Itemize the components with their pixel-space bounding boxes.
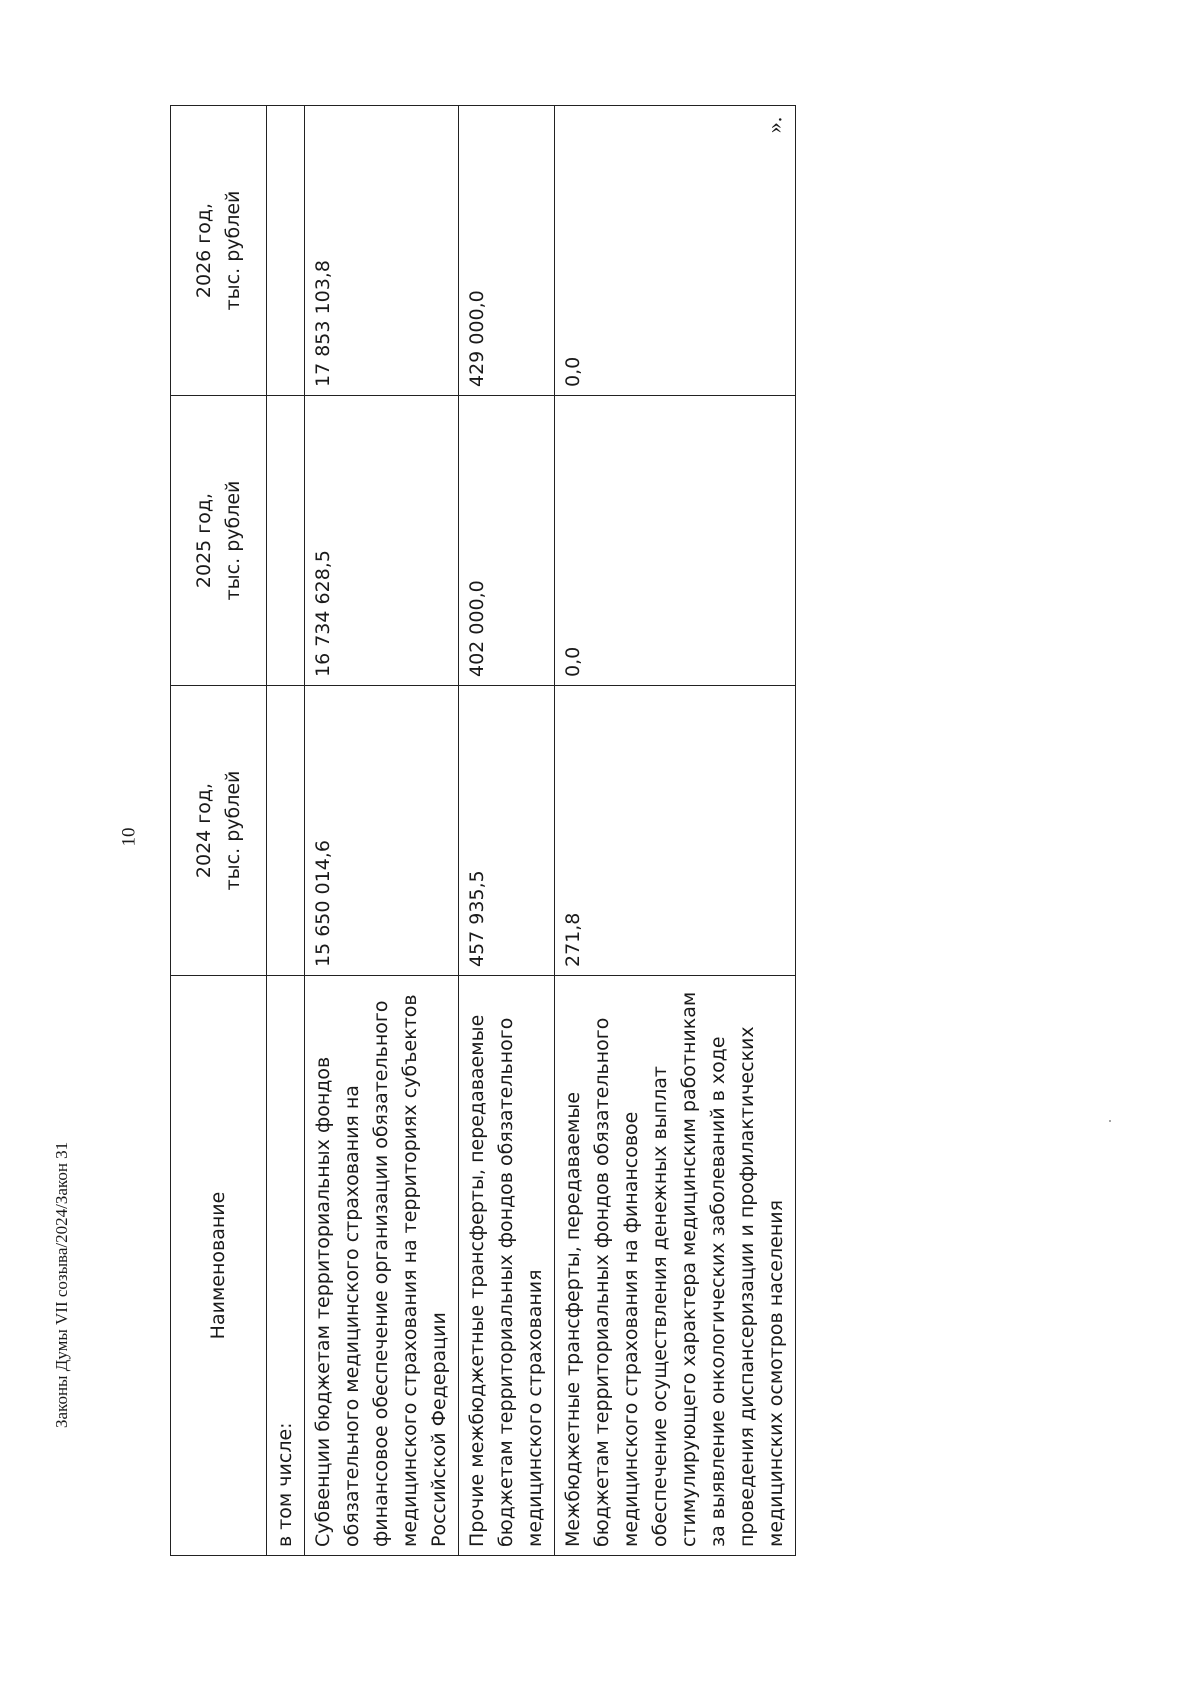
row-name: Субвенции бюджетам территориальных фондов обязательного медицинского страхования на финансовое обеспечение организации обязательного медицинского страхования на территориях субъектов Российской Федерации xyxy=(305,976,459,1556)
row-value-2026: 429 000,0 xyxy=(459,106,555,396)
header-2025: 2025 год, тыс. рублей xyxy=(171,396,267,686)
header-2024: 2024 год, тыс. рублей xyxy=(171,686,267,976)
budget-table xyxy=(170,105,796,1556)
closing-quote-mark: ». xyxy=(761,116,787,134)
row-value-2024: 457 935,5 xyxy=(459,686,555,976)
table-header-row xyxy=(171,106,267,1556)
table-row xyxy=(305,106,459,1556)
scan-speck xyxy=(1109,1120,1111,1122)
row-name: Прочие межбюджетные трансферты, передаваемые бюджетам территориальных фондов обязательного медицинского страхования xyxy=(459,976,555,1556)
budget-table-container xyxy=(170,106,787,1556)
row-name: Межбюджетные трансферты, передаваемые бюджетам территориальных фондов обязательного медицинского страхования на финансовое обеспечение осуществления денежных выплат стимулирующего характера медицинским работникам за выявление онкологических заболеваний в ходе проведения диспансеризации и профилактических медицинских осмотров населения xyxy=(555,976,796,1556)
table-row xyxy=(555,106,796,1556)
subheader-empty-cell xyxy=(267,686,305,976)
row-value-2025: 0,0 xyxy=(555,396,796,686)
header-name: Наименование xyxy=(171,976,267,1556)
header-2026: 2026 год, тыс. рублей xyxy=(171,106,267,396)
row-value-2024: 271,8 xyxy=(555,686,796,976)
row-value-2024: 15 650 014,6 xyxy=(305,686,459,976)
footer-law-reference: Законы Думы VII созыва/2024/Закон 31 xyxy=(52,1141,71,1428)
row-value-2026: 17 853 103,8 xyxy=(305,106,459,396)
subheader-row xyxy=(267,106,305,1556)
row-value-2025: 402 000,0 xyxy=(459,396,555,686)
subheader-empty-cell xyxy=(267,106,305,396)
row-value-2025: 16 734 628,5 xyxy=(305,396,459,686)
subheader-label: в том числе: xyxy=(267,976,305,1556)
subheader-empty-cell xyxy=(267,396,305,686)
row-value-2026: 0,0 xyxy=(555,106,796,396)
page-number: 10 xyxy=(118,827,140,847)
table-row xyxy=(459,106,555,1556)
